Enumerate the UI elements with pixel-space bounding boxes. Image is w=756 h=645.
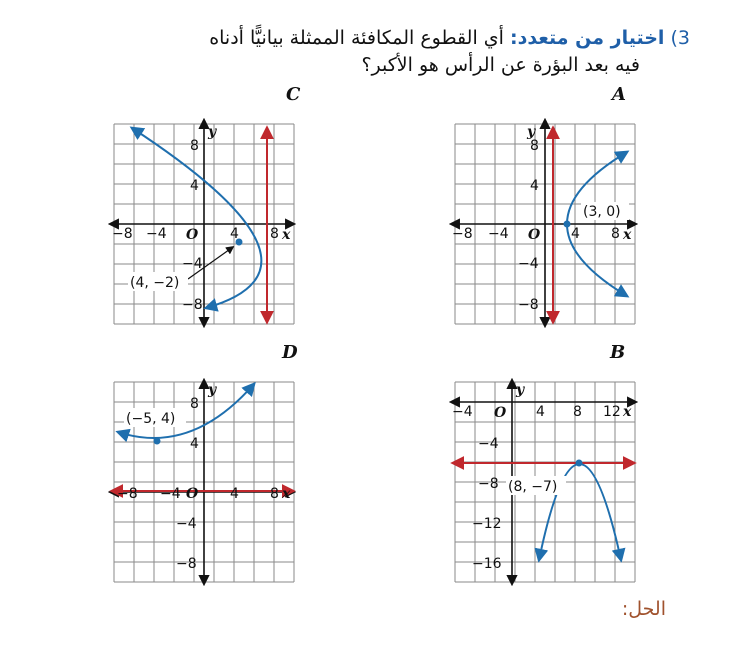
graph-d-vertex-label: (−5, 4) bbox=[126, 411, 176, 427]
graph-d-label: D bbox=[282, 342, 298, 363]
graph-b-ytick-4: −16 bbox=[472, 556, 502, 572]
graph-d-ytick-2: 4 bbox=[190, 436, 199, 452]
graph-b-y-label: y bbox=[516, 382, 525, 398]
graph-a-label: A bbox=[612, 84, 626, 105]
graph-b-vertex-dot bbox=[576, 460, 583, 467]
question-number: 3) bbox=[670, 27, 690, 49]
solution-label: الحل: bbox=[621, 598, 666, 620]
graph-d-xtick-5: 8 bbox=[270, 486, 279, 502]
graph-a-origin: O bbox=[528, 227, 541, 243]
graph-d-y-label: y bbox=[208, 382, 217, 398]
graph-b-x-label: x bbox=[623, 404, 632, 420]
graph-d-xtick-4: 4 bbox=[230, 486, 239, 502]
graph-a-y-label: y bbox=[527, 124, 536, 140]
graph-b-xtick-5: 12 bbox=[603, 404, 621, 420]
graph-d-xtick-2: −4 bbox=[160, 486, 181, 502]
graph-d-origin: O bbox=[186, 486, 199, 502]
graph-b-xtick-3: 4 bbox=[536, 404, 545, 420]
graph-b-label: B bbox=[610, 342, 626, 363]
graph-a-ytick-3: −4 bbox=[518, 256, 539, 272]
graph-c-label: C bbox=[286, 84, 301, 105]
graph-d-ytick-4: −8 bbox=[176, 556, 197, 572]
question-line-2: فيه بعد البؤرة عن الرأس هو الأكبر؟ bbox=[361, 54, 640, 76]
graph-b-xtick-1: −4 bbox=[452, 404, 473, 420]
graph-c-ytick-4: −8 bbox=[182, 297, 203, 313]
graph-a-xtick-4: 4 bbox=[571, 226, 580, 242]
graph-c bbox=[110, 120, 294, 326]
graph-d bbox=[110, 380, 294, 584]
graph-b-ytick-1: −4 bbox=[478, 436, 499, 452]
graph-c-xtick-2: −4 bbox=[146, 226, 167, 242]
graph-c-ytick-1: 8 bbox=[190, 138, 199, 154]
graph-c-x-label: x bbox=[282, 227, 291, 243]
graph-b-vertex-label: (8, −7) bbox=[508, 479, 558, 495]
graph-c-ytick-2: 4 bbox=[190, 178, 199, 194]
graph-b-ytick-3: −12 bbox=[472, 516, 502, 532]
graph-b-xtick-4: 8 bbox=[573, 404, 582, 420]
graph-c-ytick-3: −4 bbox=[182, 256, 203, 272]
graph-d-ytick-3: −4 bbox=[176, 516, 197, 532]
graph-d-vertex-dot bbox=[154, 438, 161, 445]
graph-a-xtick-5: 8 bbox=[611, 226, 620, 242]
question-text-1: أي القطوع المكافئة الممثلة بيانيًّا أدناه bbox=[209, 27, 504, 49]
graph-a-vertex-label: (3, 0) bbox=[583, 204, 621, 220]
graph-c-origin: O bbox=[186, 227, 199, 243]
graph-a-xtick-1: −8 bbox=[452, 226, 473, 242]
graph-d-x-label: x bbox=[282, 486, 291, 502]
graph-a bbox=[451, 120, 636, 326]
graph-a-ytick-2: 4 bbox=[530, 178, 539, 194]
question-keyword: اختيار من متعدد: bbox=[509, 27, 665, 49]
graph-a-vertex-dot bbox=[564, 221, 571, 228]
graph-c-vertex-label: (4, −2) bbox=[130, 275, 180, 291]
graph-c-xtick-1: −8 bbox=[112, 226, 133, 242]
graph-d-xtick-1: −8 bbox=[117, 486, 138, 502]
graph-c-y-label: y bbox=[208, 124, 217, 140]
graph-a-x-label: x bbox=[623, 227, 632, 243]
graph-a-xtick-2: −4 bbox=[488, 226, 509, 242]
graph-d-ytick-1: 8 bbox=[190, 396, 199, 412]
graph-a-ytick-4: −8 bbox=[518, 297, 539, 313]
graph-a-ytick-1: 8 bbox=[530, 138, 539, 154]
graph-c-xtick-4: 4 bbox=[230, 226, 239, 242]
graph-c-xtick-5: 8 bbox=[270, 226, 279, 242]
graph-b-ytick-2: −8 bbox=[478, 476, 499, 492]
graph-b-origin: O bbox=[494, 405, 507, 421]
graph-b bbox=[451, 380, 636, 584]
